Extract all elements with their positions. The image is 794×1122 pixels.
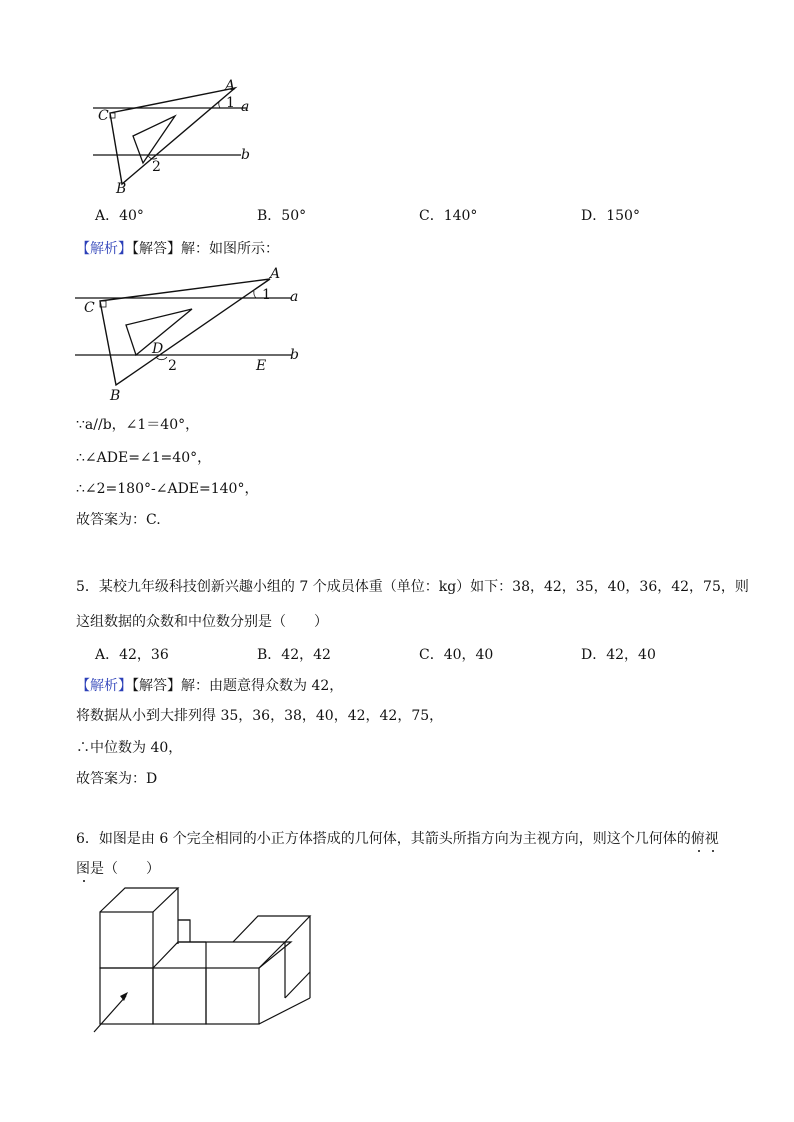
fig1-label-B: B: [116, 181, 127, 197]
fig2-label-B: B: [110, 388, 121, 404]
q5-question-line-2: 这组数据的众数和中位数分别是（ ）: [76, 614, 328, 630]
fig1-label-1: 1: [226, 95, 235, 111]
fig1-label-b: b: [241, 147, 250, 163]
fig1-label-a: a: [241, 99, 250, 115]
q5-option-c: C．40，40: [419, 647, 494, 663]
analysis-tag: 【解析】: [76, 678, 132, 694]
fig2-label-D: D: [152, 341, 164, 357]
fig2-label-a: a: [290, 289, 299, 305]
q4-step-3: ∴∠2=180°-∠ADE=140°，: [76, 481, 259, 497]
fig1-label-C: C: [98, 108, 109, 124]
q6-question-line-1: [76, 830, 719, 848]
fig2-label-1: 1: [262, 287, 271, 303]
fig2-label-E: E: [256, 358, 267, 374]
emphasis-char: 图: [76, 861, 90, 877]
q4-step-1: ∵a//b，∠1＝40°，: [76, 417, 200, 433]
q4-option-b: B．50°: [257, 208, 307, 224]
analysis-tag: 【解析】: [76, 241, 132, 257]
solution-intro: 解：如图所示：: [181, 241, 279, 257]
q6-text: 是（ ）: [90, 861, 160, 877]
fig1-label-A: A: [225, 78, 236, 94]
fig2-label-C: C: [84, 300, 95, 316]
q4-option-c: C．140°: [419, 208, 478, 224]
q4-option-d: D．150°: [581, 208, 640, 224]
answer-tag: 【解答】: [132, 678, 181, 694]
fig2-label-b: b: [290, 347, 299, 363]
q4-answer: 故答案为：C.: [76, 512, 161, 528]
q5-solution-heading: [76, 677, 343, 695]
answer-tag: 【解答】: [132, 241, 181, 257]
q5-option-a: A．42，36: [95, 647, 169, 663]
fig2-label-A: A: [270, 266, 281, 282]
q6-question-line-2: [76, 860, 160, 878]
q5-answer: 故答案为：D: [76, 771, 158, 787]
q5-solution-step-2: 将数据从小到大排列得 35，36，38，40，42，42，75，: [76, 708, 444, 724]
cube-solid-figure: [90, 880, 330, 1040]
emphasis-char: 俯: [690, 831, 705, 847]
fig2-label-2: 2: [168, 358, 177, 374]
q4-step-2: ∴∠ADE=∠1=40°，: [76, 450, 212, 466]
emphasis-char: 视: [704, 831, 719, 847]
parallel-lines-figure-1: [85, 78, 265, 198]
fig1-label-2: 2: [152, 159, 161, 175]
q4-option-a: A．40°: [95, 208, 144, 224]
q5-option-b: B．42，42: [257, 647, 331, 663]
q6-text: 6．如图是由 6 个完全相同的小正方体搭成的几何体，其箭头所指方向为主视方向，则这个几何体的: [76, 831, 691, 847]
q5-option-d: D．42，40: [581, 647, 656, 663]
q5-question-line-1: 5．某校九年级科技创新兴趣小组的 7 个成员体重（单位：kg）如下：38，42，35，40，36，42，75，则: [76, 579, 749, 595]
q5-solution-step-3: ∴中位数为 40，: [76, 740, 183, 756]
q5-solution-step-1: 解：由题意得众数为 42，: [181, 678, 344, 694]
q4-solution-heading: [76, 240, 279, 258]
